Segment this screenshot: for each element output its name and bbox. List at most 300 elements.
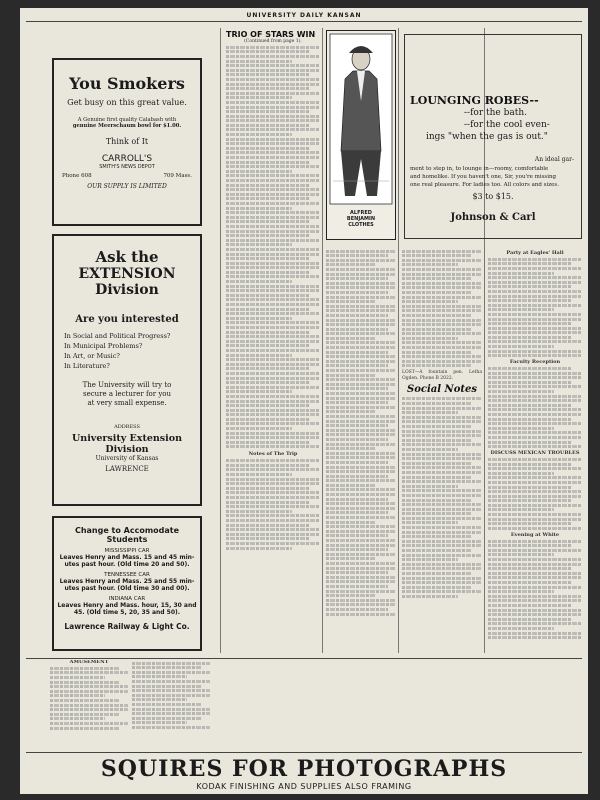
text-line xyxy=(226,142,320,145)
text-line xyxy=(488,527,582,530)
text-line xyxy=(326,346,396,349)
text-line xyxy=(226,349,320,352)
right-column-body xyxy=(488,251,582,639)
text-line xyxy=(326,580,396,583)
text-line xyxy=(488,567,571,570)
text-line xyxy=(226,55,320,58)
text-line xyxy=(402,595,458,598)
text-line xyxy=(226,230,320,233)
text-line xyxy=(326,608,388,611)
text-line xyxy=(226,257,309,260)
robes-line-2: --for the bath. xyxy=(464,108,527,118)
text-line xyxy=(326,613,396,616)
text-line xyxy=(488,553,554,556)
text-line xyxy=(326,378,396,381)
railway-car-3: INDIANA CAR xyxy=(108,596,146,602)
text-line xyxy=(402,457,482,460)
railway-car-3-times-1: Leaves Henry and Mass. hour, 15, 30 and xyxy=(57,602,197,609)
text-line xyxy=(326,351,388,354)
text-line xyxy=(402,291,472,294)
text-line xyxy=(226,312,320,315)
text-line xyxy=(326,314,388,317)
lost-notice: LOST—A fountain pen. Letha Ogden. Phone B 2022. xyxy=(402,370,482,381)
text-line xyxy=(226,344,309,347)
masthead: UNIVERSITY DAILY KANSAN xyxy=(246,12,362,19)
text-line xyxy=(488,632,582,635)
text-line xyxy=(488,322,571,325)
extension-questions xyxy=(54,331,200,371)
smokers-phone: Phone 608 xyxy=(62,173,92,179)
text-line xyxy=(326,300,375,303)
text-line xyxy=(402,250,482,253)
text-line xyxy=(326,286,396,289)
text-line xyxy=(402,439,472,442)
text-line xyxy=(226,390,292,393)
text-line xyxy=(326,594,375,597)
text-line xyxy=(488,436,582,439)
text-line xyxy=(488,295,582,298)
extension-interest: Are you interested xyxy=(75,314,179,325)
text-line xyxy=(226,528,320,531)
text-line xyxy=(326,397,396,400)
railway-car-1: MISSISSIPPI CAR xyxy=(104,548,150,554)
text-line xyxy=(488,549,582,552)
text-line xyxy=(402,544,482,547)
text-line xyxy=(488,445,582,448)
text-line xyxy=(402,558,458,561)
text-line xyxy=(226,266,320,269)
text-line xyxy=(488,345,554,348)
text-line xyxy=(326,553,396,556)
text-line xyxy=(402,586,472,589)
text-line xyxy=(488,441,571,444)
text-line xyxy=(326,475,388,478)
text-line xyxy=(402,286,482,289)
text-line xyxy=(402,351,472,354)
text-line xyxy=(226,271,309,274)
text-line xyxy=(488,367,571,370)
text-line xyxy=(326,374,375,377)
text-line xyxy=(402,323,482,326)
railway-headline: Change to Accomodate Students xyxy=(74,526,180,544)
text-line xyxy=(488,486,571,489)
text-line xyxy=(488,504,582,507)
text-line xyxy=(226,46,320,49)
text-line xyxy=(402,443,482,446)
trio-sub: (Continued from page 1). xyxy=(244,39,302,44)
text-line xyxy=(326,319,396,322)
extension-org-2: Division xyxy=(105,444,149,455)
text-line xyxy=(226,422,320,425)
smokers-sub: Get busy on this great value. xyxy=(67,97,187,107)
text-line xyxy=(402,411,458,414)
text-line xyxy=(226,220,309,223)
text-line xyxy=(402,314,472,317)
text-line xyxy=(326,539,396,542)
text-line xyxy=(326,282,396,285)
text-line xyxy=(402,337,458,340)
text-line xyxy=(226,418,309,421)
text-line xyxy=(326,364,388,367)
railway-car-1-times-2: utes past hour. (Old time 20 and 50). xyxy=(64,561,190,568)
text-line xyxy=(402,360,482,363)
text-line xyxy=(402,480,482,483)
text-line xyxy=(226,547,292,550)
clothes-caption-3: CLOTHES xyxy=(348,222,374,228)
text-line xyxy=(402,296,482,299)
text-line xyxy=(488,336,571,339)
text-line xyxy=(402,364,472,367)
text-line xyxy=(488,350,582,353)
text-line xyxy=(226,170,292,173)
text-line xyxy=(402,540,482,543)
robes-body-4: one real pleasure. For ladies too. All colors and sizes. xyxy=(410,182,559,188)
text-line xyxy=(488,418,571,421)
text-line xyxy=(226,496,320,499)
text-line xyxy=(226,151,320,154)
text-line xyxy=(488,299,571,302)
text-line xyxy=(326,534,388,537)
text-line xyxy=(488,308,554,311)
text-line xyxy=(226,335,320,338)
article-heading: Faculty Reception xyxy=(509,359,561,366)
text-line xyxy=(402,453,482,456)
text-line xyxy=(326,309,396,312)
text-line xyxy=(226,147,309,150)
text-line xyxy=(402,531,482,534)
text-line xyxy=(488,372,582,375)
text-line xyxy=(488,399,582,402)
text-line xyxy=(326,452,396,455)
extension-pitch-1: The University will try to xyxy=(82,381,172,389)
text-line xyxy=(402,300,458,303)
text-line xyxy=(226,358,320,361)
text-line xyxy=(488,490,582,493)
footer-rule xyxy=(26,752,582,753)
notes-title: Notes of The Trip xyxy=(248,451,298,458)
extension-city: LAWRENCE xyxy=(105,465,149,473)
smokers-store: CARROLL'S xyxy=(101,154,153,164)
text-line xyxy=(488,604,571,607)
text-line xyxy=(226,533,320,536)
railway-car-2: TENNESSEE CAR xyxy=(104,572,150,578)
text-line xyxy=(326,530,396,533)
text-line xyxy=(226,519,320,522)
extension-line-1: Ask the xyxy=(95,248,159,266)
text-line xyxy=(488,318,582,321)
text-line xyxy=(226,179,320,182)
text-line xyxy=(402,462,472,465)
text-line xyxy=(488,390,554,393)
text-line xyxy=(326,259,396,262)
social-title: Social Notes xyxy=(407,383,477,395)
text-line xyxy=(402,425,472,428)
text-line xyxy=(402,590,482,593)
text-line xyxy=(326,502,396,505)
text-line xyxy=(488,586,582,589)
extension-address-label: ADDRESS xyxy=(114,424,140,430)
column-3-articles xyxy=(326,248,396,648)
text-line xyxy=(402,466,482,469)
notes-body xyxy=(226,459,320,549)
text-line xyxy=(226,510,292,513)
text-line xyxy=(226,92,320,95)
text-line xyxy=(488,431,582,434)
text-line xyxy=(326,470,396,473)
text-line xyxy=(226,262,320,265)
text-line xyxy=(488,340,582,343)
text-line xyxy=(326,328,388,331)
text-line xyxy=(326,599,396,602)
text-line xyxy=(402,572,472,575)
text-line xyxy=(326,516,396,519)
text-line xyxy=(226,340,320,343)
extension-line-2: EXTENSION xyxy=(78,266,176,282)
newspaper-page xyxy=(20,8,588,794)
extension-q-1: In Social and Political Progress? xyxy=(64,332,171,340)
text-line xyxy=(488,413,582,416)
text-line xyxy=(488,381,571,384)
text-line xyxy=(226,317,292,320)
text-line xyxy=(402,577,482,580)
text-line xyxy=(226,78,320,81)
text-line xyxy=(326,525,396,528)
text-line xyxy=(326,369,396,372)
text-line xyxy=(402,282,482,285)
railway-ad xyxy=(52,516,202,651)
text-line xyxy=(326,360,396,363)
text-line xyxy=(488,276,582,279)
smokers-contact-row xyxy=(54,173,200,179)
text-line xyxy=(488,513,582,516)
text-line xyxy=(488,522,571,525)
bottom-section-rule xyxy=(26,658,582,659)
text-line xyxy=(326,562,396,565)
text-line xyxy=(488,540,582,543)
text-line xyxy=(326,305,396,308)
article-heading: Party at Eagles' Hall xyxy=(506,250,564,256)
railway-car-1-times-1: Leaves Henry and Mass. 15 and 45 min- xyxy=(59,554,195,561)
smokers-offer-2: genuine Meerschaum bowl for $1.00. xyxy=(72,123,182,129)
text-line xyxy=(226,83,320,86)
text-line xyxy=(226,101,320,104)
clothes-ad xyxy=(326,30,396,240)
text-line xyxy=(226,441,309,444)
text-line xyxy=(226,193,320,196)
text-line xyxy=(226,115,320,118)
text-line xyxy=(488,581,571,584)
text-line xyxy=(226,280,292,283)
text-line xyxy=(226,216,320,219)
text-line xyxy=(326,429,396,432)
text-line xyxy=(326,415,396,418)
text-line xyxy=(402,402,472,405)
text-line xyxy=(226,239,320,242)
text-line xyxy=(488,508,554,511)
robes-body-2: ment to step in, to lounge in—roomy, comfortable xyxy=(410,166,549,172)
text-line xyxy=(226,119,320,122)
text-line xyxy=(326,521,375,524)
railway-car-3-times-2: 45. (Old time 5, 20, 35 and 50). xyxy=(73,609,181,616)
text-line xyxy=(326,585,388,588)
text-line xyxy=(326,332,396,335)
article-heading: Evening at White xyxy=(510,531,560,538)
text-line xyxy=(226,294,309,297)
text-line xyxy=(402,499,472,502)
smokers-think: Think of It xyxy=(105,137,149,146)
railway-car-2-times-2: utes past hour. (Old time 30 and 00). xyxy=(64,585,190,592)
text-line xyxy=(488,427,554,430)
robes-line-3: --for the cool even- xyxy=(464,120,550,130)
text-line xyxy=(402,268,482,271)
text-line xyxy=(226,248,320,251)
text-line xyxy=(488,613,582,616)
text-line xyxy=(226,459,320,462)
text-line xyxy=(226,202,320,205)
text-line xyxy=(226,400,320,403)
text-line xyxy=(226,133,292,136)
text-line xyxy=(226,110,309,113)
column-4-body-top xyxy=(402,250,482,368)
text-line xyxy=(226,537,309,540)
text-line xyxy=(488,476,582,479)
trio-title: TRIO OF STARS WIN xyxy=(226,30,316,39)
text-line xyxy=(488,258,582,261)
text-line xyxy=(402,263,458,266)
text-line xyxy=(226,367,309,370)
text-line xyxy=(402,526,482,529)
text-line xyxy=(326,548,388,551)
text-line xyxy=(226,138,320,141)
text-line xyxy=(326,401,388,404)
railway-car-2-times-1: Leaves Henry and Mass. 25 and 55 min- xyxy=(59,578,195,585)
text-line xyxy=(226,473,292,476)
extension-ad xyxy=(52,234,202,506)
text-line xyxy=(326,507,396,510)
text-line xyxy=(226,161,309,164)
text-line xyxy=(326,567,396,570)
column-divider xyxy=(322,28,323,653)
text-line xyxy=(226,128,320,131)
text-line xyxy=(326,438,388,441)
text-line xyxy=(488,304,582,307)
column-divider xyxy=(220,28,221,653)
text-line xyxy=(326,461,388,464)
extension-pitch xyxy=(54,381,200,408)
railway-company: Lawrence Railway & Light Co. xyxy=(64,622,190,631)
text-line xyxy=(226,445,320,448)
text-line xyxy=(226,225,320,228)
smokers-address: 709 Mass. xyxy=(163,173,192,179)
text-line xyxy=(226,188,320,191)
text-line xyxy=(488,313,582,316)
text-line xyxy=(226,395,320,398)
extension-org-1: University Extension xyxy=(72,433,182,444)
text-line xyxy=(326,410,375,413)
smokers-store-sub: SMITH'S NEWS DEPOT xyxy=(99,164,155,170)
text-line xyxy=(326,387,388,390)
text-line xyxy=(402,508,482,511)
text-line xyxy=(488,354,582,357)
text-line xyxy=(488,385,582,388)
text-line xyxy=(226,413,320,416)
text-line xyxy=(326,250,396,253)
text-line xyxy=(226,409,320,412)
robes-store: Johnson & Carl xyxy=(450,212,536,223)
masthead-rule xyxy=(26,21,582,22)
text-line xyxy=(402,319,482,322)
text-line xyxy=(226,124,309,127)
text-line xyxy=(402,485,458,488)
text-line xyxy=(488,285,571,288)
text-line xyxy=(226,427,292,430)
text-line xyxy=(326,484,375,487)
text-line xyxy=(326,456,396,459)
footer-sub: KODAK FINISHING AND SUPPLIES ALSO FRAMING xyxy=(196,782,412,791)
text-line xyxy=(326,498,388,501)
extension-pitch-3: at very small expense. xyxy=(87,399,167,407)
text-line xyxy=(488,558,582,561)
clothes-caption-1: ALFRED xyxy=(350,210,372,216)
text-line xyxy=(326,337,375,340)
text-line xyxy=(488,563,582,566)
text-line xyxy=(326,406,396,409)
robes-body-1: An ideal gar- xyxy=(534,156,574,163)
text-line xyxy=(226,542,320,545)
text-line xyxy=(402,535,472,538)
text-line xyxy=(226,404,309,407)
text-line xyxy=(402,517,482,520)
text-line xyxy=(326,576,396,579)
text-line xyxy=(226,234,309,237)
text-line xyxy=(226,363,320,366)
text-line xyxy=(226,491,320,494)
robes-body-3: and homelike. If you haven't one, Sir, you're missing xyxy=(410,174,557,180)
text-line xyxy=(226,275,320,278)
clothed-man-illustration xyxy=(327,31,395,206)
text-line xyxy=(488,290,582,293)
extension-line-3: Division xyxy=(95,282,159,298)
text-line xyxy=(226,487,309,490)
smokers-ad xyxy=(52,58,202,226)
robes-ad xyxy=(404,34,582,239)
text-line xyxy=(226,184,309,187)
smokers-slogan: OUR SUPPLY IS LIMITED xyxy=(87,183,167,190)
text-line xyxy=(226,87,309,90)
text-line xyxy=(226,377,320,380)
text-line xyxy=(226,505,320,508)
text-line xyxy=(402,273,482,276)
text-line xyxy=(488,572,582,575)
smokers-offer-1: A Genuine first quality Calabash with xyxy=(77,117,177,123)
text-line xyxy=(326,296,396,299)
extension-q-3: In Art, or Music? xyxy=(64,352,120,360)
text-line xyxy=(488,495,582,498)
text-line xyxy=(488,481,582,484)
text-line xyxy=(488,281,582,284)
text-line xyxy=(402,448,458,451)
text-line xyxy=(402,346,482,349)
text-line xyxy=(226,321,320,324)
text-line xyxy=(326,268,396,271)
extension-org-3: University of Kansas xyxy=(95,455,159,462)
text-line xyxy=(326,424,388,427)
text-line xyxy=(488,267,582,270)
text-line xyxy=(488,576,582,579)
text-line xyxy=(326,433,396,436)
text-line xyxy=(402,328,472,331)
text-line xyxy=(226,285,320,288)
